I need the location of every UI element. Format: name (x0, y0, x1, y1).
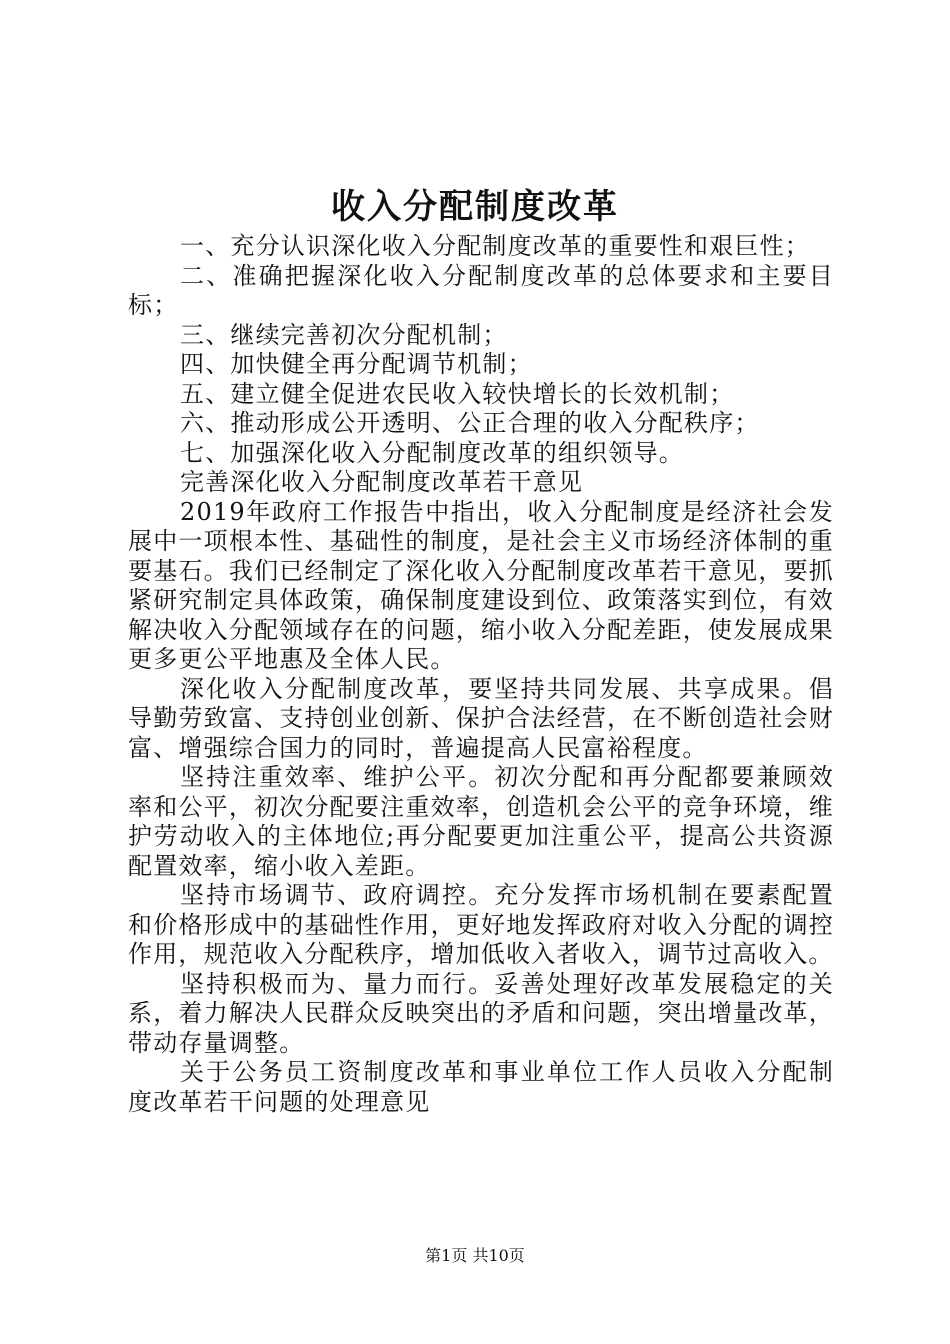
paragraph-5: 五、建立健全促进农民收入较快增长的长效机制； (180, 379, 735, 408)
paragraph-2: 二、准确把握深化收入分配制度改革的总体要求和主要目标； (128, 261, 834, 319)
paragraph-10: 深化收入分配制度改革，要坚持共同发展、共享成果。倡导勤劳致富、支持创业创新、保护合法经营，在不断创造社会财富、增强综合国力的同时，普遍提高人民富裕程度。 (128, 674, 834, 762)
document-body (128, 232, 834, 1117)
paragraph-4: 四、加快健全再分配调节机制； (180, 350, 533, 378)
paragraph-14: 关于公务员工资制度改革和事业单位工作人员收入分配制度改革若干问题的处理意见 (128, 1058, 834, 1116)
document-title: 收入分配制度改革 (331, 187, 619, 227)
paragraph-1: 一、充分认识深化收入分配制度改革的重要性和艰巨性； (180, 232, 810, 260)
section-heading: 完善深化收入分配制度改革若干意见 (180, 468, 584, 496)
paragraph-11: 坚持注重效率、维护公平。初次分配和再分配都要兼顾效率和公平，初次分配要注重效率，创造机会公平的竞争环境，维护劳动收入的主体地位;再分配要更加注重公平，提高公共资源配置效率，缩小收入差距。 (128, 763, 834, 880)
paragraph-3: 三、继续完善初次分配机制； (180, 320, 508, 349)
paragraph-7: 七、加强深化收入分配制度改革的组织领导。 (180, 438, 684, 467)
paragraph-6: 六、推动形成公开透明、公正合理的收入分配秩序； (180, 409, 760, 437)
paragraph-12: 坚持市场调节、政府调控。充分发挥市场机制在要素配置和价格形成中的基础性作用，更好地发挥政府对收入分配的调控作用，规范收入分配秩序，增加低收入者收入，调节过高收入。 (128, 881, 834, 968)
paragraph-13: 坚持积极而为、量力而行。妥善处理好改革发展稳定的关系，着力解决人民群众反映突出的矛盾和问题，突出增量改革，带动存量调整。 (128, 969, 834, 1057)
paragraph-9: 2019年政府工作报告中指出，收入分配制度是经济社会发展中一项根本性、基础性的制度，是社会主义市场经济体制的重要基石。我们已经制定了深化收入分配制度改革若干意见，要抓紧研究制定具体政策，确保制度建设到位、政策落实到位，有效解决收入分配领域存在的问题，缩小收入分配差距，使发展成果更多更公平地惠及全体人民。 (128, 497, 834, 673)
page-number: 第1页 共10页 (425, 1246, 525, 1265)
